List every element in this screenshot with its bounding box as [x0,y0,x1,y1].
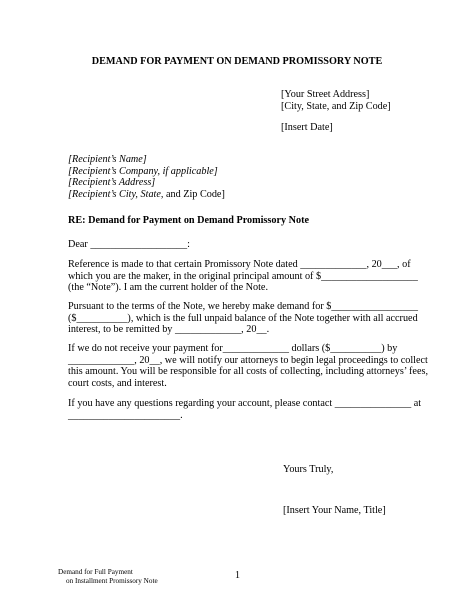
closing: Yours Truly, [283,464,334,475]
recipient-street: [Recipient’s Address] [68,177,156,189]
paragraph-line: court costs, and interest. [68,377,167,389]
paragraph-line: If we do not receive your payment for_____________ dollars ($__________) by [68,343,398,354]
paragraph-line: ($__________), which is the full unpaid balance of the Note together with all accrued [68,312,418,324]
sender-city: [City, State, and Zip Code] [281,100,391,112]
paragraph-line: which you are the maker, in the original principal amount of $___________________ [68,270,418,282]
signature-name: [Insert Your Name, Title] [283,505,386,516]
recipient-city-line [68,189,225,201]
document-title: DEMAND FOR PAYMENT ON DEMAND PROMISSORY NOTE [91,56,383,67]
sender-address [281,89,391,112]
paragraph-line: Pursuant to the terms of the Note, we hereby make demand for $_________________ [68,301,418,312]
paragraph-reference [68,259,418,294]
recipient-zip: and Zip Code] [163,188,225,200]
letter-date: [Insert Date] [281,122,333,133]
paragraph-demand [68,301,418,336]
page-number: 1 [235,570,240,581]
paragraph-line: (the “Note”). I am the current holder of the Note. [68,282,268,294]
paragraph-line: _____________, 20__, we will notify our attorneys to begin legal proceedings to collect [68,354,428,366]
footer-line-1: Demand for Full Payment [58,568,133,576]
recipient-city-state: [Recipient’s City, State, [68,188,164,200]
paragraph-line: this amount. You will be responsible for all costs of collecting, including attorneys’ fees, [68,366,428,378]
paragraph-line: interest, to be remitted by _____________, 20__. [68,324,270,336]
recipient-address [68,154,225,200]
recipient-company: [Recipient’s Company, if applicable] [68,165,218,177]
paragraph-line: ______________________. [68,409,183,421]
footer-line-2: on Installment Promissory Note [66,576,158,585]
paragraph-contact [68,398,421,421]
salutation: Dear ___________________: [68,239,190,250]
paragraph-line: Reference is made to that certain Promissory Note dated _____________, 20___, of [68,259,411,270]
paragraph-legal-action [68,343,428,389]
paragraph-line: If you have any questions regarding your account, please contact _______________ at [68,398,422,409]
recipient-name: [Recipient’s Name] [68,154,147,165]
subject-line: RE: Demand for Payment on Demand Promissory Note [68,215,309,226]
sender-street: [Your Street Address] [281,89,370,100]
page-footer [58,568,158,585]
